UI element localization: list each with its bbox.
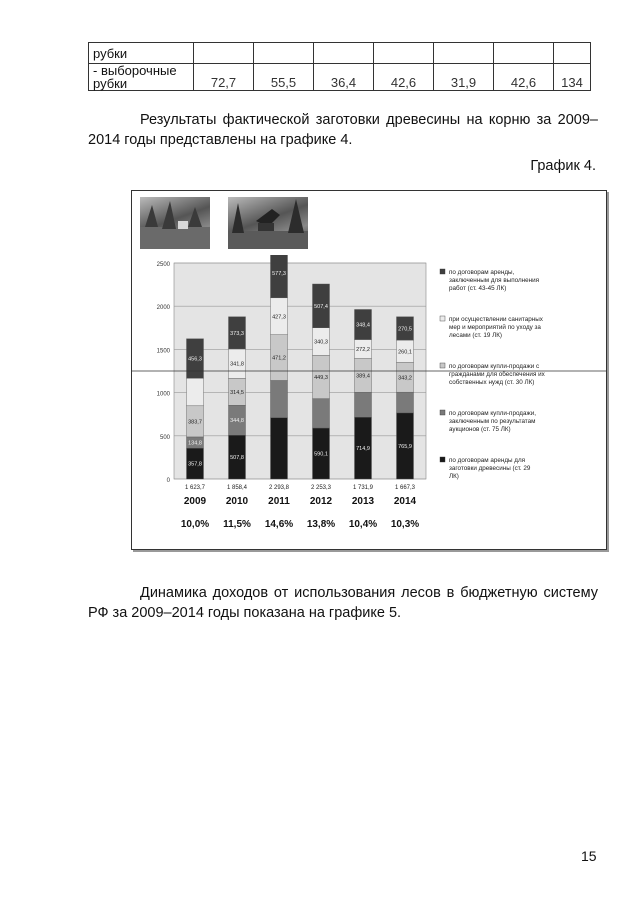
table-cell <box>314 43 374 64</box>
data-label: 507,8 <box>230 455 244 462</box>
data-label: 456,3 <box>188 356 202 363</box>
data-label: 383,7 <box>188 419 202 426</box>
y-tick-label: 2000 <box>156 305 170 312</box>
data-label: 344,8 <box>230 418 244 425</box>
legend-label: лесами (ст. 19 ЛК) <box>449 332 503 339</box>
table-cell <box>194 43 254 64</box>
data-label: 507,4 <box>314 303 328 310</box>
x-tick-label: 2014 <box>393 496 417 507</box>
data-table <box>88 42 591 91</box>
table-cell <box>374 43 434 64</box>
table-cell: 31,9 <box>434 64 494 91</box>
legend-swatch <box>440 269 445 274</box>
chart-caption: График 4. <box>530 158 596 174</box>
percent-label: 10,4% <box>348 519 378 530</box>
percent-label: 14,6% <box>264 519 294 530</box>
y-tick-label: 0 <box>166 478 170 484</box>
x-tick-label: 2011 <box>268 496 290 507</box>
bar-segment <box>355 392 372 417</box>
legend-swatch <box>440 410 445 415</box>
legend-label: при осуществлении санитарных <box>449 316 543 323</box>
total-label: 2 293,8 <box>268 485 290 491</box>
data-label: 314,5 <box>230 389 244 396</box>
percent-label: 10,0% <box>180 519 210 530</box>
data-label: 272,2 <box>356 347 370 354</box>
total-label: 1 667,3 <box>394 485 416 491</box>
table-cell: 134 <box>554 64 591 91</box>
table-cell: 42,6 <box>374 64 434 91</box>
paragraph-dynamics: Динамика доходов от использования лесов в бюджетную систему РФ за 2009–2014 годы показана на графике 5. <box>88 585 598 621</box>
total-label: 1 858,4 <box>226 485 248 491</box>
paragraph-results: Результаты фактической заготовки древесины на корню за 2009–2014 годы представлены на графике 4. <box>88 112 598 148</box>
legend-label: собственных нужд (ст. 30 ЛК) <box>449 379 535 386</box>
data-label: 341,8 <box>230 361 244 368</box>
percent-label: 13,8% <box>306 519 336 530</box>
data-label: 427,3 <box>272 314 286 321</box>
data-label: 260,1 <box>398 349 412 356</box>
legend-label: гражданами для обеспечения их <box>449 371 545 378</box>
bar-segment <box>313 399 330 428</box>
x-tick-label: 2013 <box>351 496 375 507</box>
legend-label: по договорам аренды, <box>449 269 515 276</box>
data-label: 343,2 <box>398 375 412 382</box>
legend-label: аукционов (ст. 75 ЛК) <box>449 426 511 433</box>
forest-photo-1 <box>140 197 210 249</box>
data-label: 577,3 <box>272 270 286 277</box>
data-label: 134,8 <box>188 440 202 447</box>
table-row <box>89 64 591 91</box>
table-cell-label: - выборочные рубки <box>89 64 194 91</box>
legend-label: работ (ст. 43-45 ЛК) <box>449 285 507 292</box>
legend-label: ЛК) <box>449 473 459 480</box>
legend-swatch <box>440 316 445 321</box>
table-cell-label: рубки <box>89 43 194 64</box>
bar-segment <box>271 418 288 479</box>
table-cell: 55,5 <box>254 64 314 91</box>
table-cell: 72,7 <box>194 64 254 91</box>
bar-segment <box>187 378 204 406</box>
data-label: 348,4 <box>356 322 370 329</box>
total-label: 1 623,7 <box>184 485 206 491</box>
data-label: 765,9 <box>398 443 412 450</box>
legend-swatch <box>440 363 445 368</box>
legend-label: заключенным для выполнения <box>449 277 540 284</box>
data-label: 357,8 <box>188 461 202 468</box>
y-tick-label: 500 <box>159 434 170 441</box>
data-label: 373,3 <box>230 330 244 337</box>
table-cell: 36,4 <box>314 64 374 91</box>
y-tick-label: 1500 <box>156 348 170 355</box>
page-number: 15 <box>581 848 597 864</box>
x-tick-label: 2009 <box>183 496 207 507</box>
legend-label: по договорам купли-продажи с <box>449 363 540 370</box>
table-cell: 42,6 <box>494 64 554 91</box>
data-label: 471,2 <box>272 355 286 362</box>
percent-label: 10,3% <box>390 519 420 530</box>
bar-segment <box>271 381 288 418</box>
percent-label: 11,5% <box>223 519 251 530</box>
total-label: 2 253,3 <box>310 485 332 491</box>
table-cell <box>554 43 591 64</box>
table-row <box>89 43 591 64</box>
legend-label: заключенным по результатам <box>449 418 536 425</box>
table-cell <box>254 43 314 64</box>
legend-label: мер и мероприятий по уходу за <box>449 324 541 331</box>
y-tick-label: 1000 <box>156 391 170 398</box>
data-label: 449,3 <box>314 375 328 382</box>
data-label: 270,5 <box>398 326 412 333</box>
legend-label: заготовки древесины (ст. 29 <box>449 465 531 472</box>
table-cell <box>434 43 494 64</box>
x-tick-label: 2010 <box>225 496 249 507</box>
legend-swatch <box>440 457 445 462</box>
data-label: 340,3 <box>314 339 328 346</box>
stacked-bar-chart <box>132 255 606 545</box>
legend-label: по договорам купли-продажи, <box>449 410 536 417</box>
legend-label: по договорам аренды для <box>449 457 526 464</box>
y-tick-label: 2500 <box>156 262 170 268</box>
bar-segment <box>397 392 414 413</box>
total-label: 1 731,9 <box>352 485 374 491</box>
data-label: 389,4 <box>356 373 370 380</box>
table-cell <box>494 43 554 64</box>
x-tick-label: 2012 <box>309 496 333 507</box>
forest-photo-2 <box>228 197 308 249</box>
data-label: 590,1 <box>314 451 328 458</box>
data-label: 714,9 <box>356 446 370 453</box>
chart-frame <box>131 190 607 550</box>
